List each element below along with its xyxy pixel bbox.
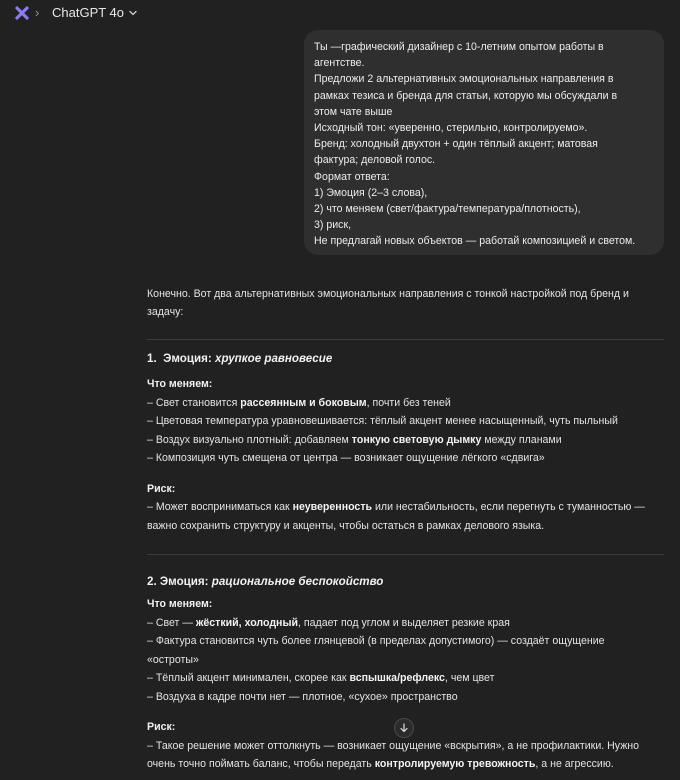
changes-label: Что меняем: [147, 378, 213, 390]
top-bar [0, 0, 680, 28]
change-item: «остроты» [147, 653, 199, 666]
user-message-line: 1) Эмоция (2–3 слова), [314, 186, 428, 199]
user-message-line: рамках тезиса и бренда для статьи, которую мы обсуждали в [314, 89, 618, 102]
user-message-line: Исходный тон: «уверенно, стерильно, контролируемо». [314, 122, 588, 135]
sparkle-icon[interactable] [14, 5, 30, 21]
divider [147, 554, 664, 555]
user-message-line: Предложи 2 альтернативных эмоциональных направления в [314, 73, 614, 86]
model-name: ChatGPT 4o [52, 5, 125, 20]
divider [147, 339, 664, 340]
model-selector[interactable] [52, 5, 138, 20]
user-message-line: агентстве. [314, 57, 365, 70]
change-item: – Свет — жёсткий, холодный, падает под углом и выделяет резкие края [147, 616, 510, 629]
section-title: 2. Эмоция: рациональное беспокойство [147, 575, 384, 588]
direction-section-2 [147, 573, 667, 773]
risk-label: Риск: [147, 721, 176, 733]
risk-label: Риск: [147, 482, 176, 495]
direction-section-1 [147, 350, 667, 534]
change-item: – Свет становится рассеянным и боковым, почти без теней [147, 396, 451, 409]
user-message-line: Ты —графический дизайнер с 10-летним опытом работы в [314, 41, 604, 53]
assistant-intro: задачу: [147, 306, 184, 318]
risk-text: очень точно поймать баланс, чтобы передать контролируемую тревожность, а не агрессию. [147, 758, 614, 770]
changes-label: Что меняем: [147, 598, 213, 610]
user-message-line: Формат ответа: [314, 170, 390, 183]
user-message-line: 3) риск, [314, 219, 352, 232]
risk-text: – Может восприниматься как неуверенность или нестабильность, если перегнуть с туманностью — [147, 501, 645, 513]
user-message-line: Бренд: холодный двухтон + один тёплый акцент; матовая [314, 138, 598, 151]
user-message-line: Не предлагай новых объектов — работай композицией и светом. [314, 235, 636, 248]
breadcrumb-separator: › [35, 5, 40, 20]
emotion-name: хрупкое равновесие [215, 352, 333, 365]
user-message-bubble [304, 30, 664, 255]
user-message-line: 2) что меняем (свет/фактура/температура/плотность), [314, 203, 581, 216]
arrow-down-icon [399, 723, 409, 733]
change-item: – Воздух визуально плотный: добавляем тонкую световую дымку между планами [147, 433, 562, 446]
change-item: – Цветовая температура уравновешивается: тёплый акцент менее насыщенный, чуть пыльный [147, 415, 618, 427]
change-item: – Композиция чуть смещена от центра — возникает ощущение лёгкого «сдвига» [147, 452, 545, 464]
scroll-to-bottom-button[interactable] [394, 718, 414, 738]
change-item: – Воздуха в кадре почти нет — плотное, «сухое» пространство [147, 690, 458, 703]
risk-text: важно сохранить структуру и акценты, чтобы остаться в рамках делового языка. [147, 519, 545, 532]
assistant-intro: Конечно. Вот два альтернативных эмоциональных направления с тонкой настройкой под бренд и [147, 288, 629, 300]
user-message-line: этом чате выше [314, 105, 393, 118]
section-title: 1. Эмоция: хрупкое равновесие [147, 352, 333, 365]
user-message-line: фактура; деловой голос. [314, 154, 436, 167]
chevron-down-icon [128, 8, 138, 18]
emotion-name: рациональное беспокойство [211, 575, 384, 588]
risk-text: – Такое решение может оттолкнуть — возникает ощущение «вскрытия», а не профилактики. Нужно [147, 739, 640, 752]
change-item: – Тёплый акцент минимален, скорее как вспышка/рефлекс, чем цвет [147, 672, 495, 684]
change-item: – Фактура становится чуть более глянцевой (в пределах допустимого) — создаёт ощущение [147, 635, 605, 647]
